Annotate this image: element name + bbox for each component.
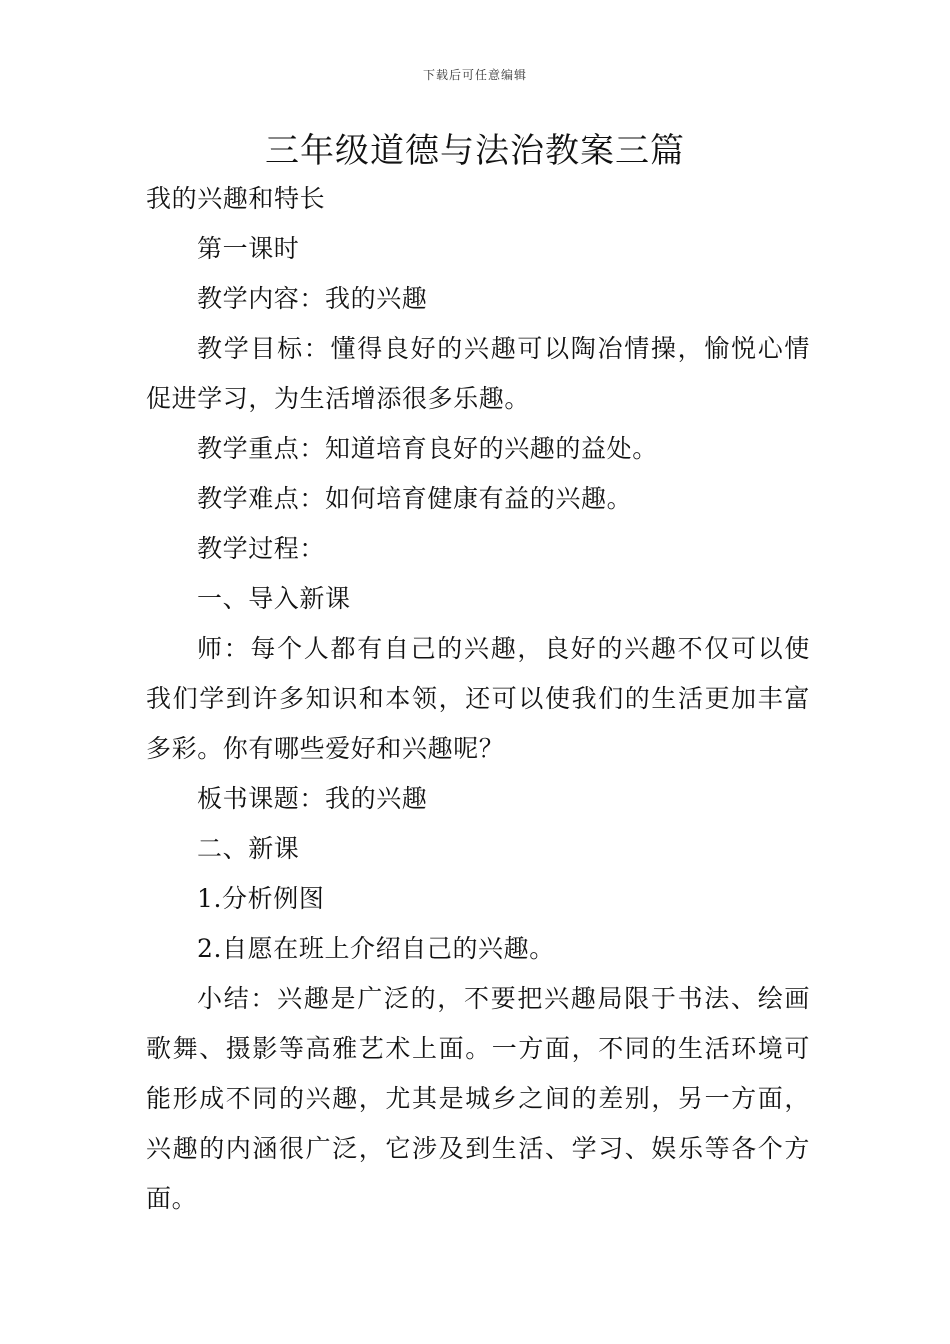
paragraph: 师：每个人都有自己的兴趣，良好的兴趣不仅可以使我们学到许多知识和本领，还可以使我们的生活更加丰富多彩。你有哪些爱好和兴趣呢？: [146, 634, 810, 763]
paragraph: 板书课题：我的兴趣: [197, 784, 428, 813]
document-title: 三年级道德与法治教案三篇: [265, 131, 685, 171]
paragraph: 教学过程：: [197, 534, 326, 563]
paragraph: 1.分析例图: [197, 884, 325, 913]
header-note: 下载后可任意编辑: [422, 68, 527, 82]
paragraph: 二、新课: [197, 834, 300, 863]
paragraph: 2.自愿在班上介绍自己的兴趣。: [197, 934, 555, 963]
paragraph: 小结：兴趣是广泛的，不要把兴趣局限于书法、绘画歌舞、摄影等高雅艺术上面。一方面，不同的生活环境可能形成不同的兴趣，尤其是城乡之间的差别，另一方面，兴趣的内涵很广泛，它涉及到生活、学习、娱乐等各个方面。: [146, 984, 810, 1213]
paragraph: 教学难点：如何培育健康有益的兴趣。: [197, 484, 633, 513]
paragraph: 教学重点：知道培育良好的兴趣的益处。: [197, 434, 658, 463]
paragraph: 第一课时: [197, 234, 300, 263]
paragraph: 一、导入新课: [197, 584, 351, 613]
paragraph: 教学内容：我的兴趣: [197, 284, 428, 313]
paragraph: 教学目标：懂得良好的兴趣可以陶冶情操，愉悦心情促进学习，为生活增添很多乐趣。: [146, 334, 810, 413]
paragraph: 我的兴趣和特长: [146, 184, 326, 213]
document-body: [146, 174, 810, 1224]
